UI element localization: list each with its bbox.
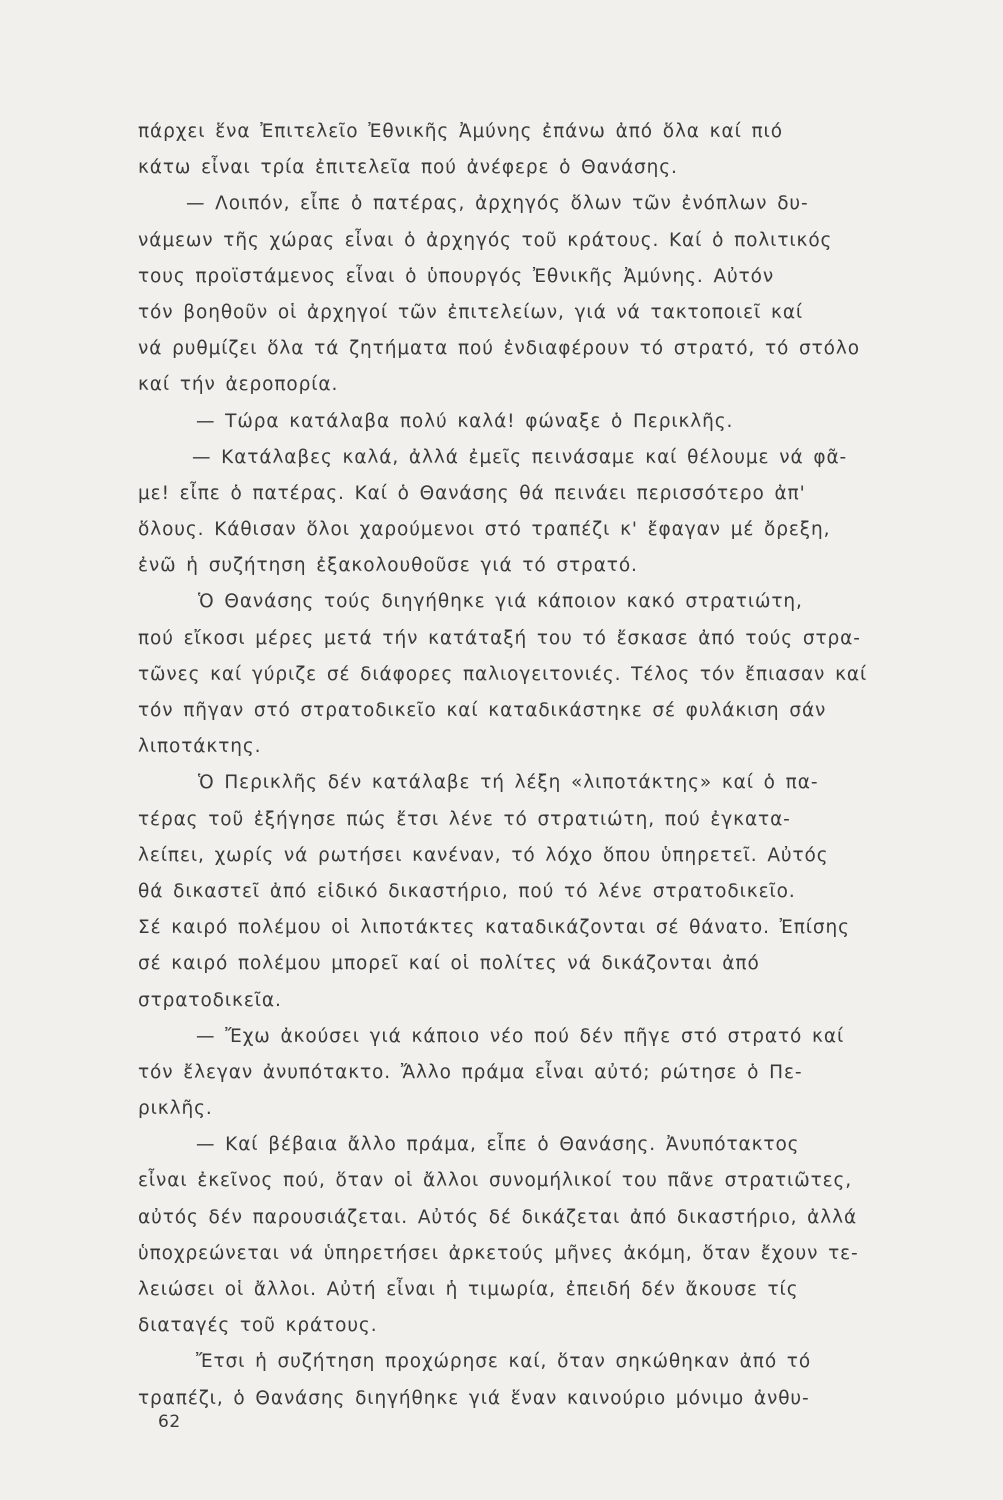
text-line: σέ καιρό πολέμου μπορεῖ καί οἱ πολίτες νά δικάζονται ἀπό — [138, 953, 760, 975]
text-line: ὅλους. Κάθισαν ὅλοι χαρούμενοι στό τραπέζι κ' ἔφαγαν μέ ὄρεξη, — [138, 519, 831, 541]
text-line: τραπέζι, ὁ Θανάσης διηγήθηκε γιά ἕναν καινούριο μόνιμο ἀνθυ- — [138, 1387, 810, 1409]
text-line: — Τώρα κατάλαβα πολύ καλά! φώναξε ὁ Περικλῆς. — [196, 410, 734, 432]
text-line: στρατοδικεῖα. — [138, 989, 282, 1011]
text-line: ἐνῶ ἡ συζήτηση ἐξακολουθοῦσε γιά τό στρατό. — [138, 555, 638, 577]
text-line: εἶναι ἐκεῖνος πού, ὅταν οἱ ἄλλοι συνομήλικοί του πᾶνε στρατιῶτες, — [138, 1170, 853, 1192]
text-line: κάτω εἶναι τρία ἐπιτελεῖα πού ἀνέφερε ὁ Θανάσης. — [138, 157, 678, 179]
text-line: — Ἔχω ἀκούσει γιά κάποιο νέο πού δέν πῆγε στό στρατό καί — [196, 1025, 845, 1047]
text-line: τόν ἔλεγαν ἀνυπότακτο. Ἄλλο πράμα εἶναι αὐτό; ρώτησε ὁ Πε- — [138, 1061, 803, 1083]
text-line: Ὁ Θανάσης τούς διηγήθηκε γιά κάποιον κακό στρατιώτη, — [198, 591, 803, 613]
page-number: 62 — [158, 1412, 181, 1432]
text-line: αὐτός δέν παρουσιάζεται. Αὐτός δέ δικάζεται ἀπό δικαστήριο, ἀλλά — [138, 1206, 858, 1228]
text-line: τόν πῆγαν στό στρατοδικεῖο καί καταδικάστηκε σέ φυλάκιση σάν — [138, 700, 827, 721]
text-line: καί τήν ἀεροπορία. — [138, 374, 339, 396]
text-line: τους προϊστάμενος εἶναι ὁ ὑπουργός Ἐθνικῆς Ἀμύνης. Αὐτόν — [138, 265, 775, 287]
text-line: Ἔτσι ἡ συζήτηση προχώρησε καί, ὅταν σηκώθηκαν ἀπό τό — [196, 1351, 812, 1373]
body-text — [138, 114, 978, 1417]
text-line: — Καί βέβαια ἄλλο πράμα, εἶπε ὁ Θανάσης. Ἀνυπότακτος — [196, 1134, 800, 1156]
text-line: Σέ καιρό πολέμου οἱ λιποτάκτες καταδικάζονται σέ θάνατο. Ἐπίσης — [138, 917, 850, 939]
text-line: τέρας τοῦ ἐξήγησε πώς ἔτσι λένε τό στρατιώτη, πού ἐγκατα- — [138, 808, 791, 830]
text-line: τῶνες καί γύριζε σέ διάφορες παλιογειτονιές. Τέλος τόν ἔπιασαν καί — [138, 663, 868, 685]
text-line: λειώσει οἱ ἄλλοι. Αὐτή εἶναι ἡ τιμωρία, ἐπειδή δέν ἄκουσε τίς — [138, 1279, 799, 1300]
text-line: πού εἴκοσι μέρες μετά τήν κατάταξή του τό ἔσκασε ἀπό τούς στρα- — [138, 627, 861, 649]
text-line: τόν βοηθοῦν οἱ ἀρχηγοί τῶν ἐπιτελείων, γιά νά τακτοποιεῖ καί — [138, 301, 804, 323]
text-line: νά ρυθμίζει ὅλα τά ζητήματα πού ἐνδιαφέρουν τό στρατό, τό στόλο — [138, 338, 860, 360]
text-line: — Λοιπόν, εἶπε ὁ πατέρας, ἀρχηγός ὅλων τῶν ἐνόπλων δυ- — [186, 193, 809, 215]
text-line: πάρχει ἕνα Ἐπιτελεῖο Ἐθνικῆς Ἀμύνης ἐπάνω ἀπό ὅλα καί πιό — [138, 121, 783, 142]
text-line: νάμεων τῆς χώρας εἶναι ὁ ἀρχηγός τοῦ κράτους. Καί ὁ πολιτικός — [138, 229, 833, 251]
text-line: διαταγές τοῦ κράτους. — [138, 1315, 378, 1337]
text-line: ὑποχρεώνεται νά ὑπηρετήσει ἀρκετούς μῆνες ἀκόμη, ὅταν ἔχουν τε- — [138, 1242, 859, 1264]
text-line: Ὁ Περικλῆς δέν κατάλαβε τή λέξη «λιποτάκτης» καί ὁ πα- — [198, 772, 819, 794]
text-line: θά δικαστεῖ ἀπό εἰδικό δικαστήριο, πού τό λένε στρατοδικεῖο. — [138, 880, 796, 902]
text-line: ρικλῆς. — [138, 1098, 213, 1120]
text-line: λείπει, χωρίς νά ρωτήσει κανέναν, τό λόχο ὅπου ὑπηρετεῖ. Αὐτός — [138, 844, 829, 866]
text-line: με! εἶπε ὁ πατέρας. Καί ὁ Θανάσης θά πεινάει περισσότερο ἀπ' — [138, 482, 806, 504]
text-line: — Κατάλαβες καλά, ἀλλά ἐμεῖς πεινάσαμε καί θέλουμε νά φᾶ- — [192, 446, 848, 468]
text-line: λιποτάκτης. — [138, 736, 262, 758]
